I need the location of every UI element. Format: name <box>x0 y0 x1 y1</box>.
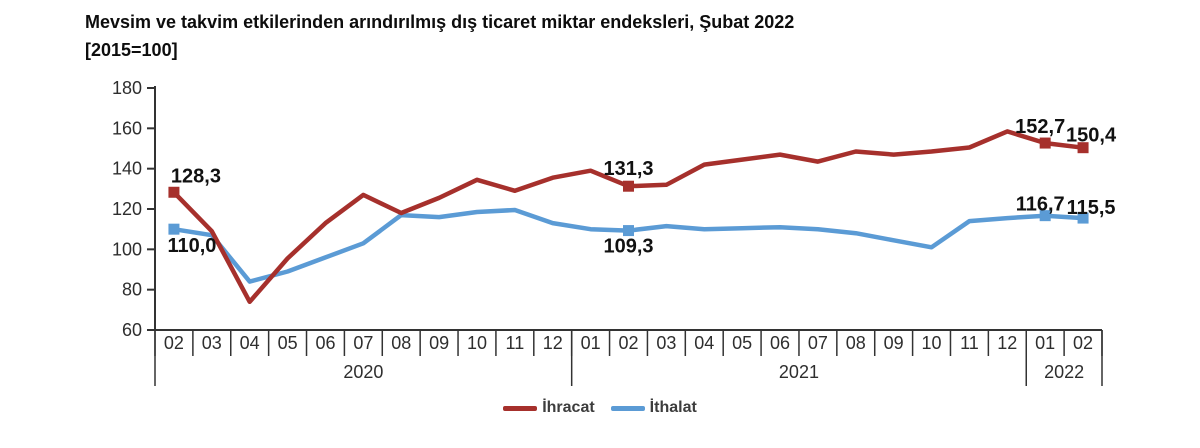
y-axis-tick-label: 140 <box>111 158 142 179</box>
data-label: 131,3 <box>603 158 654 181</box>
data-label: 109,3 <box>603 235 654 258</box>
year-label: 2022 <box>1044 362 1085 382</box>
ihracat-marker <box>168 187 179 198</box>
data-label: 110,0 <box>167 235 217 258</box>
month-label: 06 <box>770 333 791 353</box>
ihracat-marker <box>1040 138 1051 149</box>
chart-legend <box>0 399 1200 417</box>
year-label: 2021 <box>778 362 819 382</box>
page-title: Mevsim ve takvim etkilerinden arındırılmış dış ticaret miktar endeksleri, Şubat 2022 <box>85 12 795 32</box>
legend-label-ithalat: İthalat <box>649 399 697 416</box>
month-label: 08 <box>391 333 412 353</box>
month-label: 05 <box>732 333 753 353</box>
month-label: 08 <box>845 333 866 353</box>
month-label: 04 <box>239 333 260 353</box>
month-label: 07 <box>807 333 828 353</box>
month-label: 10 <box>921 333 942 353</box>
month-label: 06 <box>315 333 336 353</box>
legend-item-ithalat <box>611 399 697 417</box>
month-label: 01 <box>580 333 601 353</box>
year-label: 2020 <box>343 362 384 382</box>
month-label: 05 <box>277 333 298 353</box>
data-label: 116,7 <box>1015 193 1065 216</box>
month-label: 12 <box>542 333 563 353</box>
y-axis-tick-label: 180 <box>111 78 142 98</box>
data-label: 115,5 <box>1066 197 1116 220</box>
ithalat-line-swatch <box>611 406 645 411</box>
month-label: 09 <box>883 333 904 353</box>
legend-label-ihracat: İhracat <box>542 399 595 416</box>
ihracat-marker <box>623 181 634 192</box>
page-subtitle: [2015=100] <box>85 40 178 60</box>
month-label: 02 <box>1073 333 1094 353</box>
month-label: 02 <box>618 333 639 353</box>
data-label: 152,7 <box>1015 116 1066 139</box>
y-axis-tick-label: 80 <box>121 279 142 300</box>
month-label: 03 <box>201 333 222 353</box>
month-label: 10 <box>466 333 487 353</box>
y-axis-tick-label: 100 <box>111 239 142 260</box>
ithalat-marker <box>623 225 634 236</box>
data-label: 150,4 <box>1066 124 1117 147</box>
data-label: 128,3 <box>170 165 221 188</box>
month-label: 03 <box>656 333 677 353</box>
month-label: 04 <box>694 333 715 353</box>
month-label: 02 <box>163 333 184 353</box>
ihracat-line-swatch <box>503 406 537 411</box>
y-axis-tick-label: 60 <box>121 320 142 340</box>
ithalat-marker <box>168 224 179 235</box>
month-label: 11 <box>960 333 979 353</box>
month-label: 12 <box>997 333 1018 353</box>
month-label: 11 <box>505 333 525 353</box>
month-label: 09 <box>429 333 450 353</box>
legend-item-ihracat <box>503 399 594 417</box>
y-axis-tick-label: 160 <box>111 118 142 139</box>
month-label: 07 <box>353 333 374 353</box>
ihracat-line <box>174 131 1083 301</box>
y-axis-tick-label: 120 <box>111 199 142 219</box>
month-label: 01 <box>1035 333 1056 353</box>
